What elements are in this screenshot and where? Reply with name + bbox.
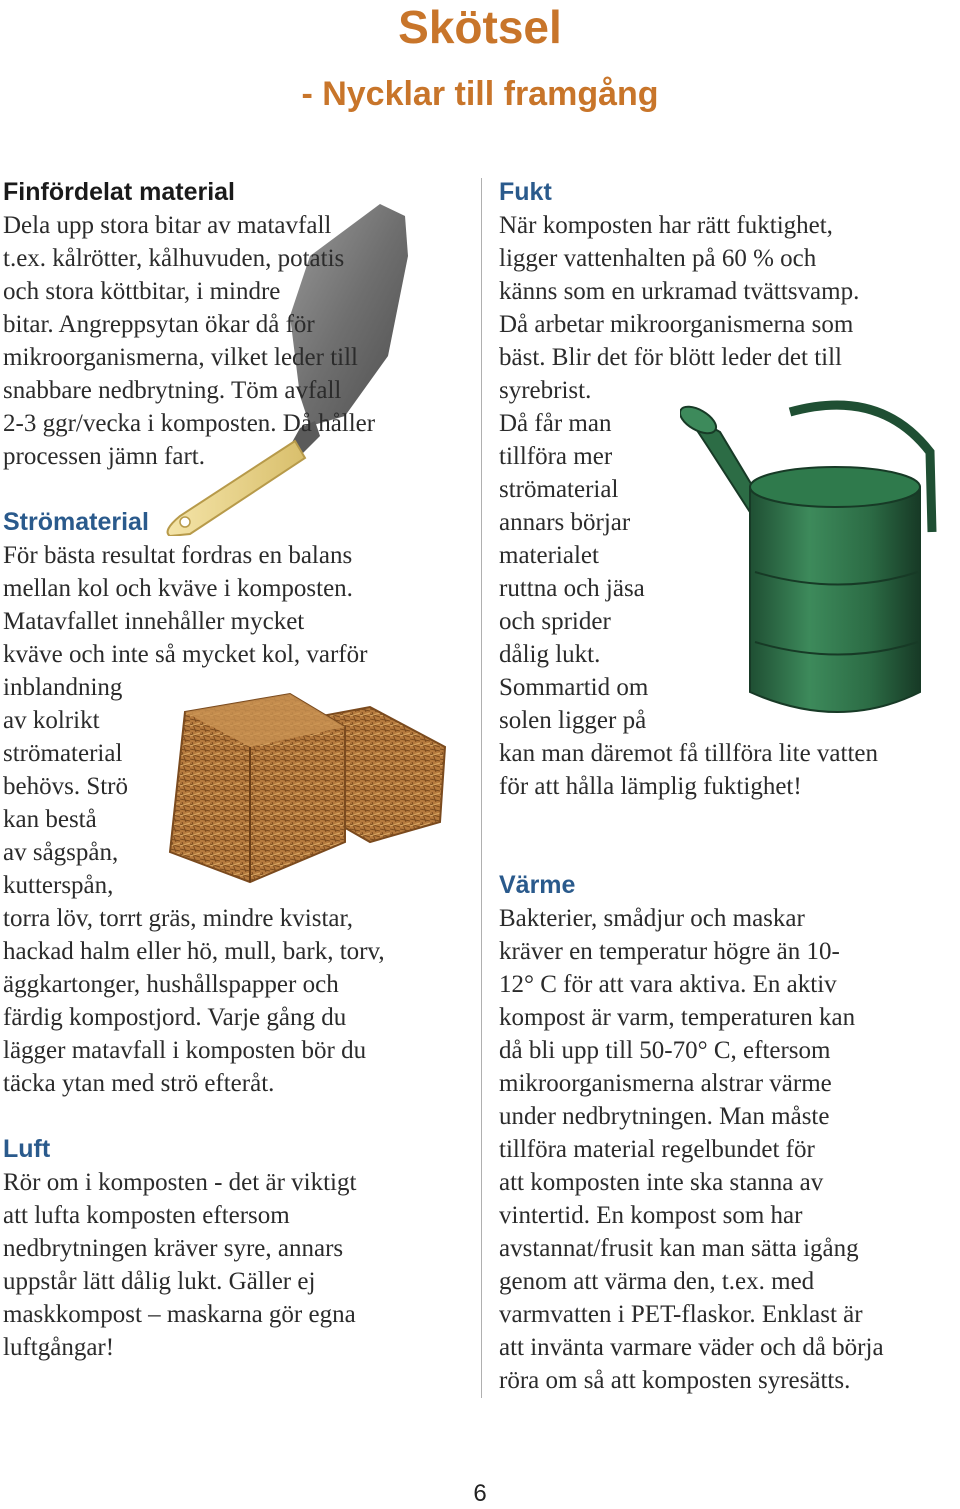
text-line: dålig lukt.	[499, 641, 601, 668]
text-line: luftgångar!	[3, 1334, 115, 1361]
text-line: kräver en temperatur högre än 10-	[499, 938, 840, 965]
text-line: Dela upp stora bitar av matavfall	[3, 212, 332, 239]
text-line: färdig kompostjord. Varje gång du	[3, 1004, 347, 1031]
straw-bales-icon	[140, 682, 460, 887]
text-line: processen jämn fart.	[3, 443, 206, 470]
heading-fukt: Fukt	[499, 178, 552, 206]
text-line: Då arbetar mikroorganismerna som	[499, 311, 854, 338]
text-line: då bli upp till 50-70° C, eftersom	[499, 1037, 831, 1064]
text-line: Bakterier, smådjur och maskar	[499, 905, 805, 932]
text-line: tillföra mer	[499, 443, 613, 470]
watering-can-icon	[680, 392, 942, 728]
text-line: och stora köttbitar, i mindre	[3, 278, 281, 305]
text-line: bäst. Blir det för blött leder det till	[499, 344, 842, 371]
text-line: ligger vattenhalten på 60 % och	[499, 245, 817, 272]
text-line: lägger matavfall i komposten bör du	[3, 1037, 367, 1064]
text-line: varmvatten i PET-flaskor. Enklast är	[499, 1301, 863, 1328]
text-line: behövs. Strö	[3, 773, 128, 800]
heading-luft: Luft	[3, 1135, 51, 1163]
text-line: solen ligger på	[499, 707, 647, 734]
column-divider	[481, 178, 482, 1398]
text-line: nedbrytningen kräver syre, annars	[3, 1235, 344, 1262]
text-line: mikroorganismerna alstrar värme	[499, 1070, 832, 1097]
text-line: Matavfallet innehåller mycket	[3, 608, 305, 635]
text-line: under nedbrytningen. Man måste	[499, 1103, 830, 1130]
text-line: strömaterial	[3, 740, 123, 767]
text-line: röra om så att komposten syresätts.	[499, 1367, 851, 1394]
text-line: att komposten inte ska stanna av	[499, 1169, 824, 1196]
text-line: snabbare nedbrytning. Töm avfall	[3, 377, 342, 404]
text-line: materialet	[499, 542, 599, 569]
heading-finfordelat: Finfördelat material	[3, 178, 235, 206]
text-line: kan bestå	[3, 806, 97, 833]
text-line: för att hålla lämplig fuktighet!	[499, 773, 802, 800]
text-line: av kolrikt	[3, 707, 100, 734]
text-line: 2-3 ggr/vecka i komposten. Då håller	[3, 410, 376, 437]
text-line: tillföra material regelbundet för	[499, 1136, 815, 1163]
text-line: mellan kol och kväve i komposten.	[3, 575, 353, 602]
text-line: äggkartonger, hushållspapper och	[3, 971, 339, 998]
text-line: Sommartid om	[499, 674, 649, 701]
text-line: kutterspån,	[3, 872, 114, 899]
text-line: känns som en urkramad tvättsvamp.	[499, 278, 860, 305]
text-line: t.ex. kålrötter, kålhuvuden, potatis	[3, 245, 345, 272]
text-line: täcka ytan med strö efteråt.	[3, 1070, 275, 1097]
page-title: Skötsel	[398, 1, 562, 53]
text-line: av sågspån,	[3, 839, 119, 866]
text-line: kan man däremot få tillföra lite vatten	[499, 740, 879, 767]
heading-stromaterial: Strömaterial	[3, 508, 149, 536]
text-line: maskkompost – maskarna gör egna	[3, 1301, 356, 1328]
text-line: torra löv, torrt gräs, mindre kvistar,	[3, 905, 354, 932]
text-line: att lufta komposten eftersom	[3, 1202, 290, 1229]
text-line: mikroorganismerna, vilket leder till	[3, 344, 359, 371]
text-line: För bästa resultat fordras en balans	[3, 542, 353, 569]
page-subtitle: - Nycklar till framgång	[301, 75, 659, 113]
text-line: att invänta varmare väder och då börja	[499, 1334, 884, 1361]
text-line: Då får man	[499, 410, 612, 437]
text-line: Rör om i komposten - det är viktigt	[3, 1169, 357, 1196]
text-line: och sprider	[499, 608, 611, 635]
text-line: bitar. Angreppsytan ökar då för	[3, 311, 315, 338]
text-line: inblandning	[3, 674, 123, 701]
text-line: annars börjar	[499, 509, 631, 536]
text-line: ruttna och jäsa	[499, 575, 645, 602]
text-line: hackad halm eller hö, mull, bark, torv,	[3, 938, 385, 965]
text-line: avstannat/frusit kan man sätta igång	[499, 1235, 859, 1262]
text-line: kväve och inte så mycket kol, varför	[3, 641, 368, 668]
text-line: kompost är varm, temperaturen kan	[499, 1004, 856, 1031]
text-line: syrebrist.	[499, 377, 592, 404]
page-number: 6	[473, 1480, 487, 1507]
text-line: När komposten har rätt fuktighet,	[499, 212, 833, 239]
text-line: uppstår lätt dålig lukt. Gäller ej	[3, 1268, 316, 1295]
text-line: genom att värma den, t.ex. med	[499, 1268, 815, 1295]
heading-varme: Värme	[499, 871, 576, 899]
text-line: strömaterial	[499, 476, 619, 503]
text-line: 12° C för att vara aktiva. En aktiv	[499, 971, 837, 998]
text-line: vintertid. En kompost som har	[499, 1202, 803, 1229]
